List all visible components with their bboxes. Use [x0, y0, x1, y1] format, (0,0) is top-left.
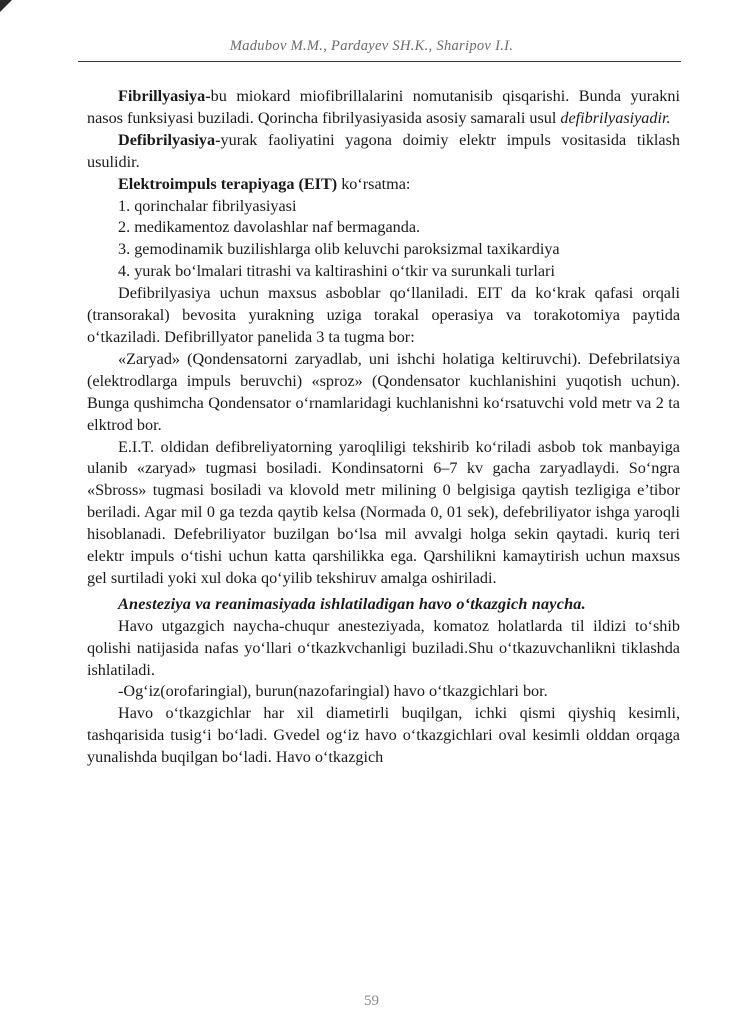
list-item: 2. medikamentoz davolashlar naf bermaganda. — [118, 218, 421, 237]
definition-text: yurak faoliyatini yagona doimiy elektr impuls vositasida tiklash usulidir. — [87, 130, 680, 171]
term-eit: Elektroimpuls terapiyaga (EIT) — [118, 174, 338, 193]
section-paragraph-3: Havo o‘tkazgichlar har xil diametirli buqilgan, ichki qismi qiyshiq kesimli, tashqarisida tusig‘i bo‘ladi. Gvedel og‘iz havo o‘tkazgichlari oval kesimli olddan orqaga yunalishda buqilgan bo‘ladi. Havo o‘tkazgich — [87, 704, 680, 767]
paragraph-special-devices: Defibrilyasiya uchun maxsus asboblar qo‘llaniladi. EIT da ko‘krak qafasi orqali (transorakal) bevosita yurakning uziga torakal operasiya va torakotomiya paytida o‘tkaziladi. Defibrillyator panelida 3 ta tugma bor: — [87, 284, 680, 346]
list-item: 4. yurak bo‘lmalari titrashi va kaltirashini o‘tkir va surunkali turlari — [118, 262, 555, 281]
running-head: Madubov M.M., Pardayev SH.K., Sharipov I.I. — [229, 38, 514, 54]
page-body — [87, 86, 680, 769]
heading-text: ko‘rsatma: — [337, 174, 411, 193]
paragraph-defibrilyasiya — [87, 130, 680, 174]
term-fibrillyasiya: Fibrillyasiya- — [118, 87, 211, 105]
page-number: 59 — [364, 993, 379, 1009]
emphasis-text: defibrilyasiyadir. — [560, 108, 671, 127]
paragraph-eit-heading — [87, 174, 680, 196]
section-paragraph-1: Havo utgazgich naycha-chuqur anesteziyada, komatoz holatlarda til ildizi to‘shib qolishi natijasida nafas yo‘llari o‘tkazkvchanligi buziladi.Shu o‘tkazuvchanlikni tiklashda ishlatiladi. — [87, 616, 680, 679]
paragraph-fibrillyasiya — [87, 86, 680, 130]
definition-text: bu miokard miofibrillalarini nomutanisib qisqarishi. Bunda yurakni nasos funksiyasi buziladi. Qorincha fibrilyasiyasida asosiy samarali usul — [87, 87, 680, 127]
section-paragraph-2: -Og‘iz(orofaringial), burun(nazofaringial) havo o‘tkazgichlari bor. — [118, 682, 548, 701]
header-rule — [78, 61, 681, 62]
list-item: 3. gemodinamik buzilishlarga olib keluvchi paroksizmal taxikardiya — [118, 240, 560, 259]
list-item: 1. qorinchalar fibrilyasiyasi — [118, 196, 297, 215]
term-defibrilyasiya: Defibrilyasiya- — [118, 130, 221, 149]
section-title: Anesteziya va reanimasiyada ishlatiladigan havo o‘tkazgich naycha. — [118, 594, 586, 613]
paragraph-buttons: «Zaryad» (Qondensatorni zaryadlab, uni ishchi holatiga keltiruvchi). Defebrilatsiya (elektrodlarga impuls beruvchi) «sproz» (Qondensator kuchlanishini yuqotish uchun). Bunga qushimcha Qondensator o‘rnamlaridagi kuchlanishni ko‘rsatuvchi vold metr va 2 ta elktrod bor. — [87, 349, 680, 434]
scan-corner-mark — [0, 0, 12, 12]
paragraph-eit-check: E.I.T. oldidan defibreliyatorning yaroqliligi tekshirib ko‘riladi asbob tok manbayiga ulanib «zaryad» tugmasi bosiladi. Kondinsatorni 6–7 kv gacha zaryadlaydi. So‘ngra «Sbross» tugmasi bosiladi va klovold metr milining 0 belgisiga qaytish tezligiga e’tibor beriladi. Agar mil 0 ga tezda qaytib kelsa (Normada 0, 01 sek), defebriliyator ishga yaroqli hisoblanadi. Defebriliyator buzilgan bo‘lsa mil avvalgi holga sekin qaytadi. kuriq teri elektr impuls o‘tishi uchun katta qarshilikka ega. Qarshilikni kamaytirish uchun maxsus gel surtiladi yoki xul doka qo‘yilib tekshiruv amalga oshiriladi. — [87, 437, 680, 587]
